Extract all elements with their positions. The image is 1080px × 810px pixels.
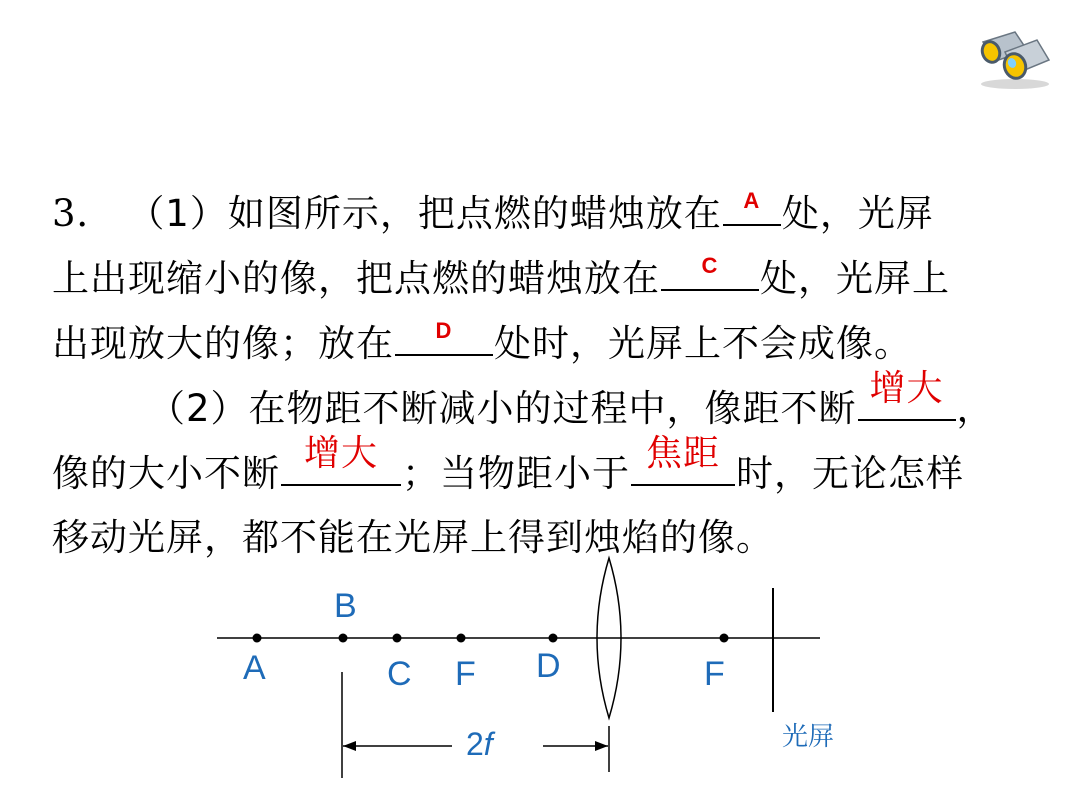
answer-a: A <box>743 188 761 213</box>
label-2f: 2f <box>466 726 493 762</box>
label-b: B <box>334 587 357 625</box>
line2-text: 上出现缩小的像，把点燃的蜡烛放在 <box>52 257 660 300</box>
answer-c: D <box>435 318 453 343</box>
answer-f: 焦距 <box>645 433 720 474</box>
point-b-dot <box>339 634 348 643</box>
label-a: A <box>243 649 266 687</box>
label-f-left: F <box>455 655 476 693</box>
part1-text: （1）如图所示，把点燃的蜡烛放在 <box>127 192 722 235</box>
line6-text: 移动光屏，都不能在光屏上得到烛焰的像。 <box>52 516 774 559</box>
line3-text: 出现放大的像；放在 <box>52 322 394 365</box>
answer-b: C <box>701 253 719 278</box>
line4-text: （2）在物距不断减小的过程中，像距不断 <box>148 387 857 430</box>
line5-suffix: 时，无论怎样 <box>736 452 964 495</box>
arrow-right <box>595 741 608 751</box>
label-d: D <box>536 647 561 685</box>
answer-d: 增大 <box>869 368 944 409</box>
question-line-1: 3． （1）如图所示，把点燃的蜡烛放在 A 处，光屏 <box>52 188 934 235</box>
line4-suffix: ， <box>956 387 995 430</box>
point-f2-dot <box>720 634 729 643</box>
point-a-dot <box>253 634 262 643</box>
point-f1-dot <box>457 634 466 643</box>
line5-mid: ；当物距小于 <box>402 452 630 495</box>
line5-text: 像的大小不断 <box>52 452 280 495</box>
point-d-dot <box>549 634 558 643</box>
line2-suffix: 处，光屏上 <box>760 257 950 300</box>
question-number: 3 <box>52 192 77 235</box>
label-f-right: F <box>704 655 725 693</box>
label-screen: 光屏 <box>782 722 835 752</box>
point-c-dot <box>393 634 402 643</box>
answer-e: 增大 <box>303 433 378 474</box>
part1-mid: 处，光屏 <box>781 192 934 235</box>
line3-suffix: 处时，光屏上不会成像。 <box>494 322 912 365</box>
label-c: C <box>387 655 412 693</box>
arrow-left <box>343 741 356 751</box>
